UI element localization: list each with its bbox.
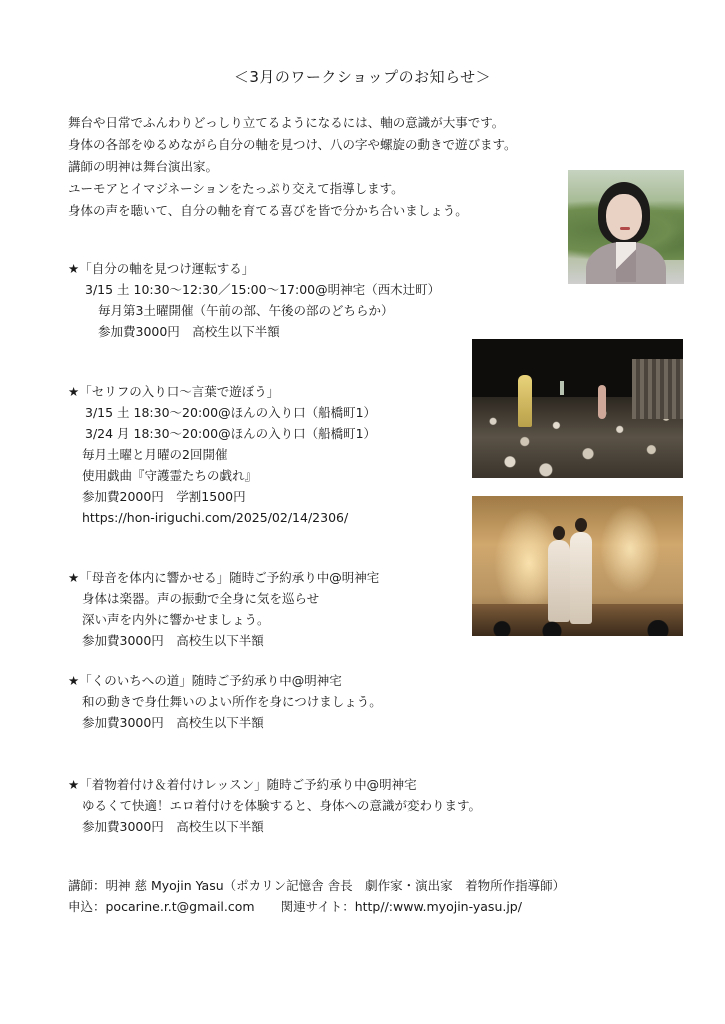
workshop-description: 深い声を内外に響かせましょう。	[82, 612, 270, 627]
workshop-kunoichi	[68, 670, 382, 733]
intro-line: 身体の声を聴いて、自分の軸を育てる喜びを皆で分かち合いましょう。	[68, 203, 468, 218]
intro-line: ユーモアとイマジネーションをたっぷり交えて指導します。	[68, 181, 404, 196]
workshop-fee: 参加費3000円 高校生以下半額	[82, 715, 264, 730]
workshop-fee: 参加費3000円 高校生以下半額	[98, 324, 280, 339]
workshop-boin	[68, 567, 379, 651]
workshop-description: 和の動きで身仕舞いのよい所作を身につけましょう。	[82, 694, 382, 709]
apply-email[interactable]: 申込：pocarine.r.t@gmail.com	[68, 899, 255, 914]
workshop-schedule: 3/15 土 10:30〜12:30／15:00〜17:00@明神宅（西木辻町）	[85, 282, 441, 297]
workshop-heading: ★「セリフの入り口〜言葉で遊ぼう」	[68, 384, 280, 399]
workshop-kitsuke	[68, 774, 481, 837]
workshop-serifu	[68, 381, 376, 528]
workshop-fee: 参加費2000円 学割1500円	[82, 489, 246, 504]
workshop-script: 使用戯曲『守護霊たちの戯れ』	[82, 468, 258, 483]
workshop-link[interactable]: https://hon-iriguchi.com/2025/02/14/2306/	[82, 510, 349, 525]
workshop-schedule: 3/24 月 18:30〜20:00@ほんの入り口（船橋町1）	[85, 426, 377, 441]
intro-line: 講師の明神は舞台演出家。	[68, 159, 219, 174]
intro-line: 舞台や日常でふんわりどっしり立てるようになるには、軸の意識が大事です。	[68, 115, 505, 130]
instructor-credit: 講師：明神 慈 Myojin Yasu（ポカリン記憶舎 舎長 劇作家・演出家 着物所作指導師）	[68, 878, 566, 893]
contact-line	[68, 896, 565, 917]
workshop-note: 毎月土曜と月曜の2回開催	[82, 447, 228, 462]
workshop-heading: ★「着物着付け＆着付けレッスン」随時ご予約承り中@明神宅	[68, 777, 417, 792]
workshop-heading: ★「くのいちへの道」随時ご予約承り中@明神宅	[68, 673, 342, 688]
intro-text	[68, 112, 517, 222]
workshop-jiku	[68, 258, 440, 342]
workshop-heading: ★「自分の軸を見つけ運転する」	[68, 261, 255, 276]
workshop-fee: 参加費3000円 高校生以下半額	[82, 633, 264, 648]
footer	[68, 875, 565, 917]
workshop-note: 毎月第3土曜開催（午前の部、午後の部のどちらか）	[98, 303, 394, 318]
workshop-schedule: 3/15 土 18:30〜20:00@ほんの入り口（船橋町1）	[85, 405, 377, 420]
workshop-heading: ★「母音を体内に響かせる」随時ご予約承り中@明神宅	[68, 570, 380, 585]
workshop-fee: 参加費3000円 高校生以下半額	[82, 819, 264, 834]
stage-performance-photo	[472, 339, 683, 478]
intro-line: 身体の各部をゆるめながら自分の軸を見つけ、八の字や螺旋の動きで遊びます。	[68, 137, 517, 152]
page-title: ＜3月のワークショップのお知らせ＞	[233, 68, 492, 86]
related-site-link[interactable]: 関連サイト：http//:www.myojin-yasu.jp/	[280, 899, 522, 914]
workshop-description: 身体は楽器。声の振動で全身に気を巡らせ	[82, 591, 320, 606]
dance-performance-photo	[472, 496, 683, 636]
instructor-portrait-photo	[568, 170, 684, 284]
workshop-description: ゆるくて快適！エロ着付けを体験すると、身体への意識が変わります。	[82, 798, 482, 813]
